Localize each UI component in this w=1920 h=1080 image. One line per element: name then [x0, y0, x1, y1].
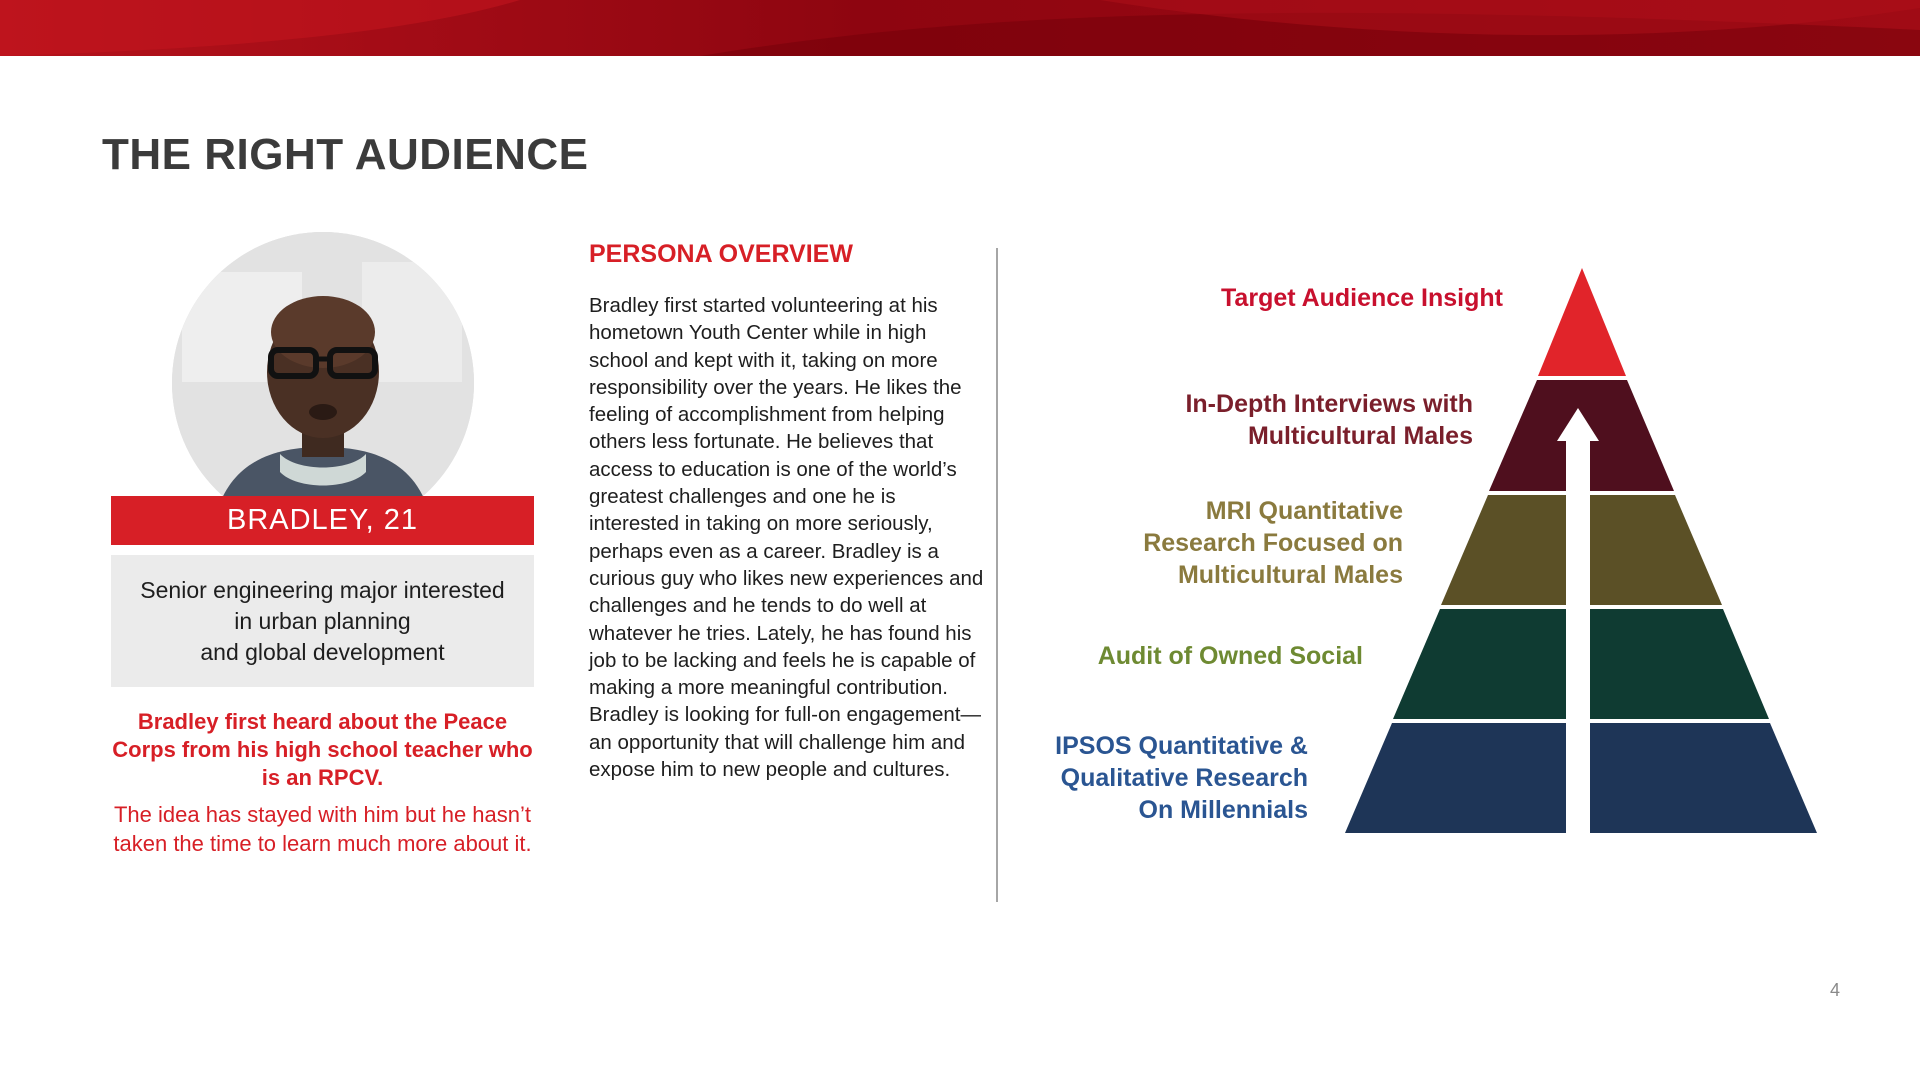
peace-corps-note: The idea has stayed with him but he hasn’t taken the time to learn much more about it. [113, 802, 532, 856]
persona-description-line: Senior engineering major interested [140, 577, 505, 603]
pyramid-label-line: Audit of Owned Social [1097, 642, 1363, 670]
research-pyramid [1340, 262, 1830, 838]
persona-overview-body: Bradley first started volunteering at his hometown Youth Center while in high school and kept with it, taking on more responsibility over the years. He likes the feeling of accomplishment from helping others less fortunate. He believes that access to education is one of the world’s greatest challenges and one he is interested in taking on more seriously, perhaps even as a career. Bradley is a curious guy who likes new experiences and challenges and he tends to do well at whatever he tries. Lately, he has found his job to be lacking and feels he is capable of making a more meaningful contribution. Bradley is looking for full-on engagement—an opportunity that will challenge him and expose him to new people and cultures. [589, 294, 984, 782]
persona-name-age: BRADLEY, 21 [111, 496, 534, 545]
pyramid-label-line: On Millennials [1138, 796, 1308, 824]
pyramid-label-line: MRI Quantitative [1205, 497, 1403, 525]
pyramid-label-line: Qualitative Research [1060, 764, 1308, 792]
persona-overview-heading: PERSONA OVERVIEW [589, 240, 853, 268]
page-number: 4 [1829, 980, 1840, 1000]
pyramid-label-audit-owned-social [1040, 640, 1363, 672]
pyramid-label-ipsos-research [1000, 730, 1308, 826]
pyramid-label-line: Multicultural Males [1177, 561, 1403, 589]
persona-description-line: in urban planning [234, 608, 411, 634]
persona-description-line: and global development [200, 639, 445, 665]
column-divider [996, 248, 998, 902]
pyramid-label-line: Multicultural Males [1247, 422, 1473, 450]
pyramid-label-line: Research Focused on [1143, 529, 1403, 557]
pyramid-label-line: In-Depth Interviews with [1185, 390, 1473, 418]
persona-photo [172, 232, 474, 534]
person-photo-icon [172, 232, 474, 534]
peace-corps-highlight: Bradley first heard about the Peace Corps from his high school teacher who is an RPCV. [112, 709, 533, 790]
slide-title: THE RIGHT AUDIENCE [102, 130, 589, 179]
pyramid-tier-1 [1538, 268, 1626, 376]
pyramid-label-line: IPSOS Quantitative & [1055, 732, 1308, 760]
header-band [0, 0, 1920, 56]
pyramid-label-line: Target Audience Insight [1221, 284, 1503, 312]
persona-description [111, 555, 534, 687]
